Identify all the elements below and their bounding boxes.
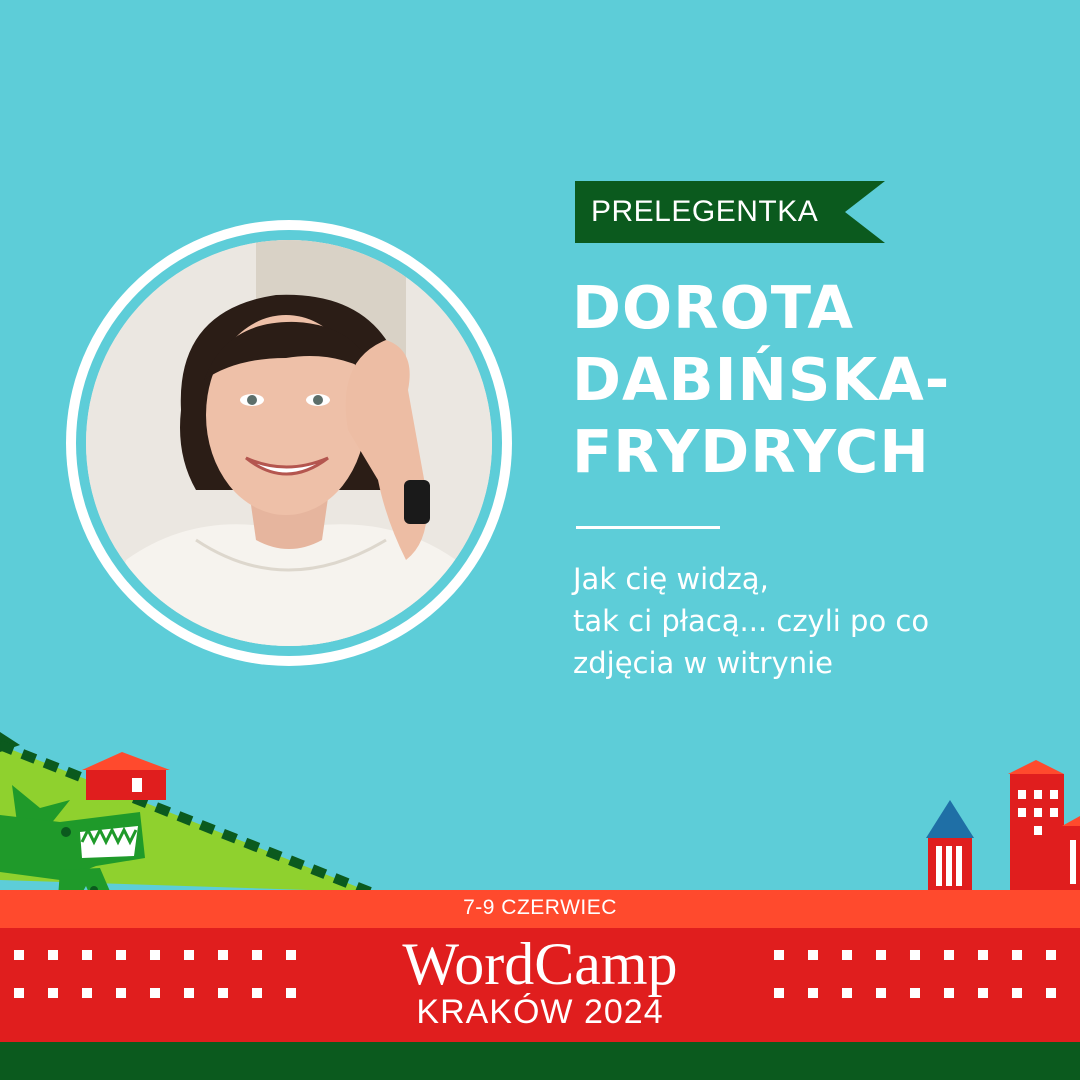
talk-title-line-1: Jak cię widzą, <box>573 562 769 596</box>
talk-title <box>573 558 929 684</box>
role-ribbon <box>575 181 885 243</box>
speaker-photo <box>86 240 492 646</box>
role-label: PRELEGENTKA <box>591 195 819 228</box>
event-date: 7-9 CZERWIEC <box>463 896 617 919</box>
event-wordmark: WordCamp <box>402 931 678 997</box>
speaker-name <box>572 272 950 488</box>
speaker-photo-frame <box>66 220 512 666</box>
right-towers <box>926 760 1080 894</box>
left-building <box>82 752 170 800</box>
talk-title-line-2: tak ci płacą... czyli po co <box>573 604 930 638</box>
name-divider <box>576 526 720 529</box>
photo-frame-gap <box>76 230 502 656</box>
speaker-name-line-3: FRYDRYCH <box>572 417 930 486</box>
event-city-year: KRAKÓW 2024 <box>416 993 664 1031</box>
speaker-portrait-illustration <box>86 240 492 646</box>
talk-title-line-3: zdjęcia w witrynie <box>573 646 833 680</box>
speaker-name-line-1: DOROTA <box>572 273 855 342</box>
speaker-name-line-2: DABIŃSKA- <box>572 345 951 414</box>
